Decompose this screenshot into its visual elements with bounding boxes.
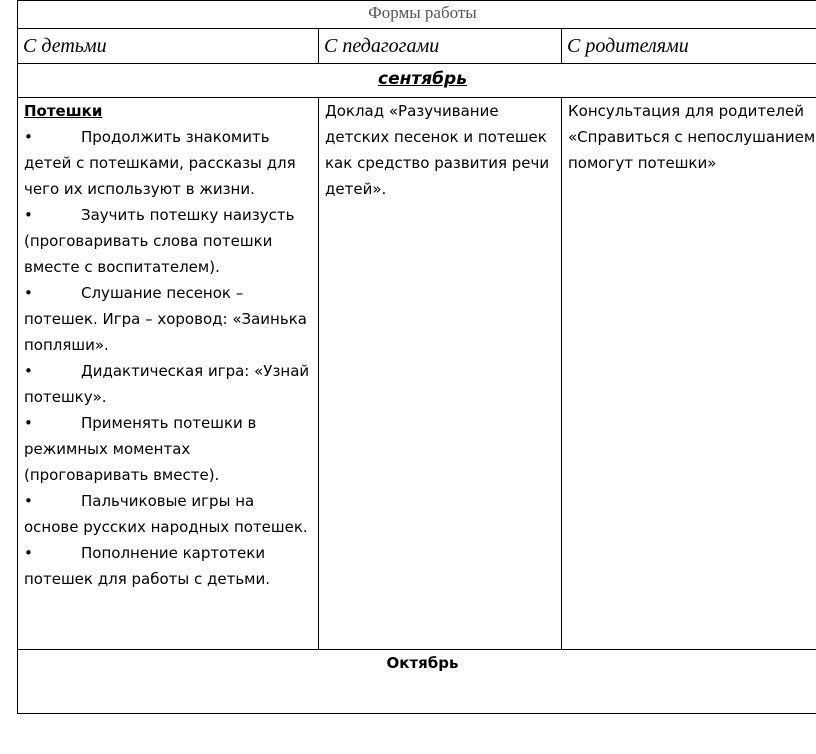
bullet-icon: • — [24, 492, 33, 510]
list-item: • Пальчиковые игры на основе русских народных потешек. — [24, 488, 312, 540]
list-item: • Применять потешки в режимных моментах (проговаривать вместе). — [24, 410, 312, 488]
bullet-icon: • — [24, 544, 33, 562]
bullet-icon: • — [24, 206, 33, 224]
column-header-children: С детьми — [18, 29, 319, 64]
list-item: • Дидактическая игра: «Узнай потешку». — [24, 358, 312, 410]
children-heading: Потешки — [24, 102, 103, 120]
parents-cell — [562, 98, 816, 650]
teachers-cell — [319, 98, 562, 650]
month-row-september — [18, 64, 816, 98]
bullet-icon: • — [24, 284, 33, 302]
table-title: Формы работы — [18, 1, 816, 29]
month-row-october — [18, 650, 816, 714]
list-item: • Пополнение картотеки потешек для работы с детьми. — [24, 540, 312, 592]
list-item: • Заучить потешку наизусть (проговаривать слова потешки вместе с воспитателем). — [24, 202, 312, 280]
bullet-icon: • — [24, 362, 33, 380]
work-forms-table — [17, 0, 816, 714]
children-cell — [18, 98, 319, 650]
list-item: • Слушание песенок – потешек. Игра – хоровод: «Заинька попляши». — [24, 280, 312, 358]
column-header-teachers: С педагогами — [319, 29, 562, 64]
bullet-icon: • — [24, 414, 33, 432]
month-label-october: Октябрь — [386, 654, 459, 672]
bullet-icon: • — [24, 128, 33, 146]
list-item: • Продолжить знакомить детей с потешками, рассказы для чего их используют в жизни. — [24, 124, 312, 202]
teachers-text: Доклад «Разучивание детских песенок и потешек как средство развития речи детей». — [325, 102, 550, 198]
column-header-parents: С родителями — [562, 29, 816, 64]
month-label-september: сентябрь — [378, 69, 467, 89]
parents-text: Консультация для родителей «Справиться с непослушанием помогут потешки» — [568, 102, 816, 172]
